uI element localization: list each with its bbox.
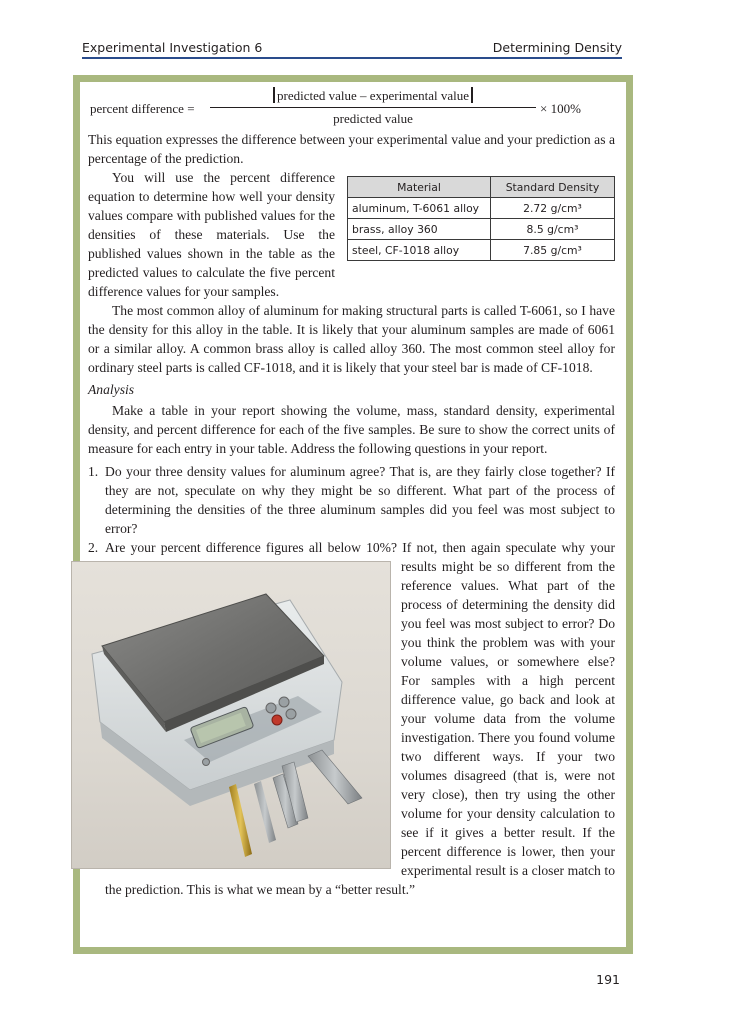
scale-and-samples-image <box>72 562 390 868</box>
photo-container <box>71 561 389 873</box>
density-cell: 2.72 g/cm³ <box>491 198 615 219</box>
formula-rhs: × 100% <box>540 101 581 116</box>
list-item <box>88 462 615 538</box>
abs-bar-left <box>273 87 275 103</box>
paragraph-equation-explanation: This equation expresses the difference between your experimental value and your prediction as a percentage of the prediction. <box>88 132 615 166</box>
page-content <box>88 84 615 899</box>
percent-difference-formula <box>88 84 615 130</box>
material-cell: brass, alloy 360 <box>348 219 491 240</box>
formula-fraction <box>210 86 536 128</box>
table-header-row <box>348 177 615 198</box>
density-cell: 8.5 g/cm³ <box>491 219 615 240</box>
formula-lhs: percent difference = <box>90 101 195 116</box>
page-number: 191 <box>596 972 620 987</box>
item-number: 2. <box>88 540 99 555</box>
item-number: 1. <box>88 464 99 479</box>
material-cell: aluminum, T-6061 alloy <box>348 198 491 219</box>
digital-scale-photo <box>71 561 391 869</box>
paragraph-alloys: The most common alloy of aluminum for making structural parts is called T-6061, so I have the density for this alloy in the table. It is likely that your aluminum samples are made of 6061 or a similar alloy. A common brass alloy is called alloy 360. The most common steel alloy for ordinary steel parts is called CF-1018, and it is likely that your steel bar is made of CF-1018. <box>88 303 615 375</box>
fraction-line <box>210 107 536 108</box>
formula-numerator-text: predicted value – experimental value <box>276 88 470 103</box>
running-header <box>82 38 622 58</box>
header-material: Material <box>348 177 491 198</box>
analysis-heading: Analysis <box>88 382 135 397</box>
table-row <box>348 198 615 219</box>
standard-density-table <box>347 176 615 261</box>
list-item <box>88 538 615 899</box>
analysis-questions <box>88 462 615 899</box>
analysis-intro: Make a table in your report showing the volume, mass, standard density, experimental density, and percent difference for each of the five samples. Be sure to show the correct units of measure for each entry in your table. Address the following questions in your report. <box>88 403 615 456</box>
item-continuation-text: your results might be so different from the reference values. What part of the process of determining the density did you feel was most subject to error? Do you think the problem was with your volume values, or somewhere else? For samples with a high percent difference value, go back and look at your volume data from the volume investigation. There you found volume two different ways. If your two volumes disagreed (that is, were not very close), then try using the other volume for your density calculation to see if it gives a better result. If the percent difference is lower, then your experimental result is a closer match to the prediction. This is what we mean by a “better result.” <box>105 540 615 897</box>
paragraph-percent-difference-use: You will use the percent difference equation to determine how well your density values compare with published values for the densities of these materials. Use the published values shown in the table as the predicted values to calculate the five percent difference values for your samples. <box>88 170 335 299</box>
item-text: Do your three density values for aluminum agree? That is, are they fairly close together? If they are not, speculate on why they might be so different. What part of the process of determining the densities of the three aluminum samples did you feel was most subject to error? <box>105 464 615 536</box>
header-rule <box>82 57 622 59</box>
formula-numerator <box>210 86 536 105</box>
item-lead-text: Are your percent difference figures all below 10%? If not, then again speculate why <box>105 540 585 555</box>
density-cell: 7.85 g/cm³ <box>491 240 615 261</box>
section-title: Determining Density <box>492 40 622 55</box>
formula-denominator: predicted value <box>333 111 413 126</box>
chapter-title: Experimental Investigation 6 <box>82 40 263 55</box>
table-row <box>348 219 615 240</box>
material-cell: steel, CF-1018 alloy <box>348 240 491 261</box>
table-row <box>348 240 615 261</box>
abs-bar-right <box>471 87 473 103</box>
header-standard-density: Standard Density <box>491 177 615 198</box>
